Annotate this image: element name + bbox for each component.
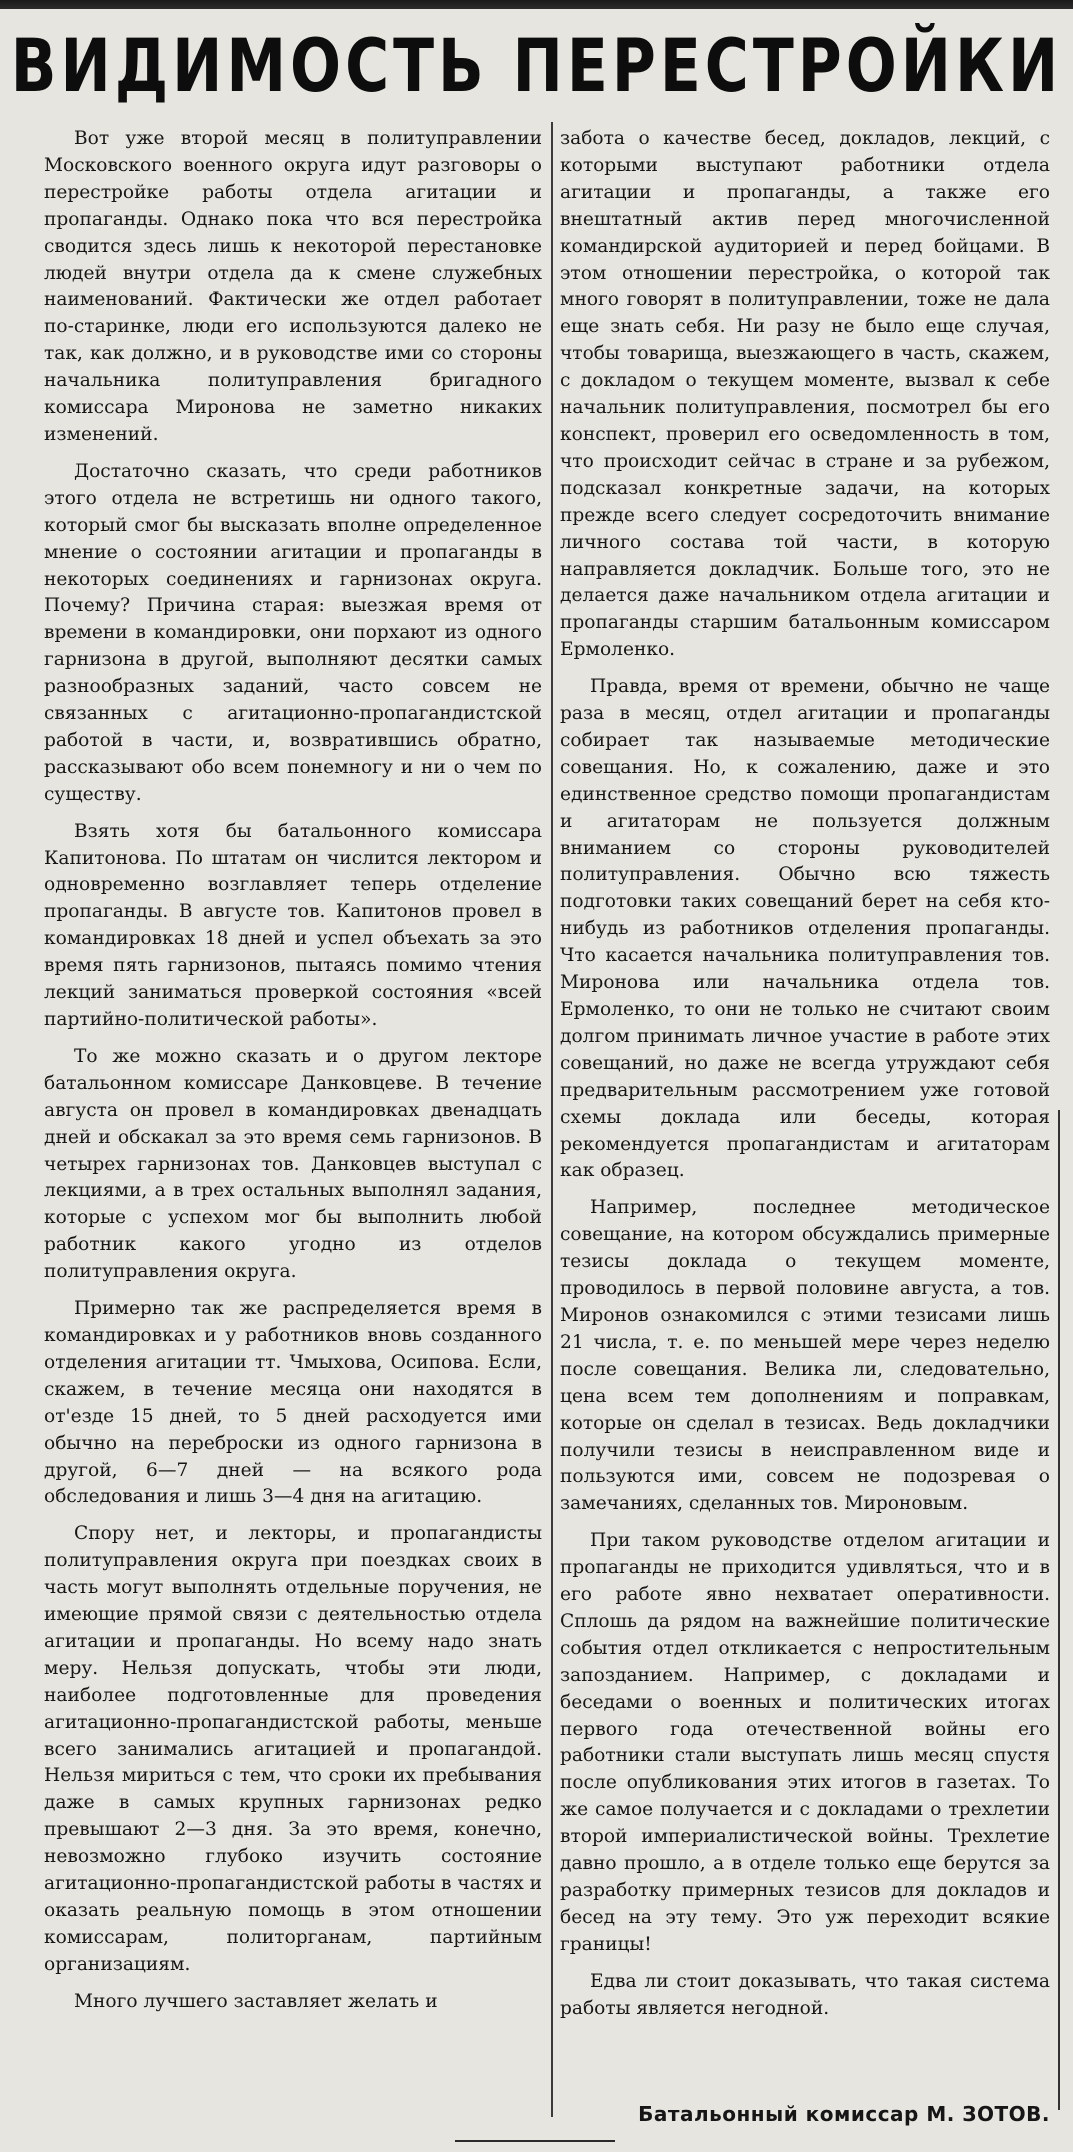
paragraph: забота о качестве бесед, докладов, лекций, с которыми выступают работники отдела агитации и пропаганды, а также его внештатный актив перед многочисленной командирской аудиторией и перед бойцами. В этом отношении перестройка, о которой так много говорят в политуправлении, тоже не дала еще знать себя. Ни разу не было еще случая, чтобы товарища, выезжающего в часть, скажем, с докладом о текущем моменте, вызвал к себе начальник политуправления, посмотрел бы его конспект, проверил его осведомленность в том, что происходит сейчас в стране и за рубежом, подсказал конкретные задачи, на которых прежде всего следует сосредоточить внимание личного состава той части, в которую направляется докладчик. Больше того, это не делается даже начальником отдела агитации и пропаганды старшим батальонным комиссаром Ермоленко. xyxy=(560,128,1050,661)
paragraph: Едва ли стоит доказывать, что такая система работы является негодной. xyxy=(560,1970,1050,2019)
article-title: ВИДИМОСТЬ ПЕРЕСТРОЙКИ xyxy=(10,23,1063,110)
top-rule xyxy=(0,0,1073,9)
author-signature: Батальонный комиссар М. ЗОТОВ. xyxy=(638,2102,1050,2126)
left-column xyxy=(44,126,542,2126)
paragraph: Вот уже второй месяц в политуправлении Московского военного округа идут разговоры о перестройке работы отдела агитации и пропаганды. Однако пока что вся перестройка сводится здесь лишь к некоторой перестановке людей внутри отдела да к смене служебных наименований. Фактически же отдел работает по-старинке, люди его используются далеко не так, как должно, и в руководстве ими со стороны начальника политуправления бригадного комиссара Миронова не заметно никаких изменений. xyxy=(44,128,542,445)
paragraph: Примерно так же распределяется время в командировках и у работников вновь созданного отделения агитации тт. Чмыхова, Осипова. Если, скажем, в течение месяца они находятся в от'езде 15 дней, то 5 дней расходуется ими обычно на переброски из одного гарнизона в другой, 6—7 дней — на всякого рода обследования и лишь 3—4 дня на агитацию. xyxy=(44,1298,542,1508)
paragraph: То же можно сказать и о другом лекторе батальонном комиссаре Данковцеве. В течение августа он провел в командировках двенадцать дней и обскакал за это время семь гарнизонов. В четырех гарнизонах тов. Данковцев выступал с лекциями, а в трех остальных выполнял задания, которые с успехом мог бы выполнить любой работник какого угодно из отделов политуправления округа. xyxy=(44,1045,542,1283)
paragraph: Правда, время от времени, обычно не чаще раза в месяц, отдел агитации и пропаганды собирает так называемые методические совещания. Но, к сожалению, даже и это единственное средство помощи пропагандистам и агитаторам не пользуется должным вниманием со стороны руководителей политуправления. Обычно всю тяжесть подготовки таких совещаний берет на себя кто-нибудь из работников отделения пропаганды. Что касается начальника политуправления тов. Миронова или начальника отдела тов. Ермоленко, то они не только не считают своим долгом принимать личное участие в работе этих совещаний, но даже не всегда утруждают себя предварительным рассмотрением уже готовой схемы доклада или беседы, которая рекомендуется пропагандистам и агитаторам как образец. xyxy=(560,676,1050,1182)
bottom-rule xyxy=(455,2140,615,2142)
paragraph: Например, последнее методическое совещание, на котором обсуждались примерные тезисы доклада о текущем моменте, проводилось в первой половине августа, а тов. Миронов ознакомился с этими тезисами лишь 21 числа, т. е. по меньшей мере через неделю после совещания. Велика ли, следовательно, цена всем тем дополнениям и поправкам, которые он сделал в тезисах. Ведь докладчики получили тезисы в неисправленном виде и пользуются ими, совсем не подозревая о замечаниях, сделанных тов. Мироновым. xyxy=(560,1197,1050,1515)
paragraph: Взять хотя бы батальонного комиссара Капитонова. По штатам он числится лектором и одновременно возглавляет теперь отделение пропаганды. В августе тов. Капитонов провел в командировках 18 дней и успел объехать за это время пять гарнизонов, пытаясь помимо чтения лекций заниматься проверкой состояния «всей партийно-политической работы». xyxy=(44,820,542,1030)
paragraph: Много лучшего заставляет желать и xyxy=(74,1990,438,2012)
paragraph: При таком руководстве отделом агитации и пропаганды не приходится удивляться, что и в его работе явно нехватает оперативности. Сплошь да рядом на важнейшие политические события отдел откликается с непростительным запозданием. Например, с докладами и беседами о военных и политических итогах первого года отечественной войны его работники стали выступать лишь месяц спустя после опубликования этих итогов в газетах. То же самое получается и с докладами о трехлетии второй империалистической войны. Трехлетие давно прошло, а в отделе только еще берутся за разработку примерных тезисов для докладов и бесед на эту тему. Это уж переходит всякие границы! xyxy=(560,1530,1050,1955)
right-column xyxy=(560,126,1050,2126)
column-divider xyxy=(551,122,553,2117)
paragraph: Достаточно сказать, что среди работников этого отдела не встретишь ни одного такого, который смог бы высказать вполне определенное мнение о состоянии агитации и пропаганды в некоторых соединениях и гарнизонах округа. Почему? Причина старая: выезжая время от времени в командировки, они порхают из одного гарнизона в другой, выполняют десятки самых разнообразных заданий, часто совсем не связанных с агитационно-пропагандистской работой в части, и, возвратившись обратно, рассказывают обо всем понемногу и ни о чем по существу. xyxy=(44,460,542,805)
paragraph: Спору нет, и лекторы, и пропагандисты политуправления округа при поездках своих в часть могут выполнять отдельные поручения, не имеющие прямой связи с деятельностью отдела агитации и пропаганды. Но всему надо знать меру. Нельзя допускать, чтобы эти люди, наиболее подготовленные для проведения агитационно-пропагандистской работы, меньше всего занимались агитацией и пропагандой. Нельзя мириться с тем, что сроки их пребывания даже в самых крупных гарнизонах редко превышают 2—3 дня. За это время, конечно, невозможно глубоко изучить состояние агитационно-пропагандистской работы в частях и оказать реальную помощь в этом отношении комиссарам, политорганам, партийным организациям. xyxy=(44,1523,542,1975)
adjacent-column-edge xyxy=(1058,1110,1073,2110)
